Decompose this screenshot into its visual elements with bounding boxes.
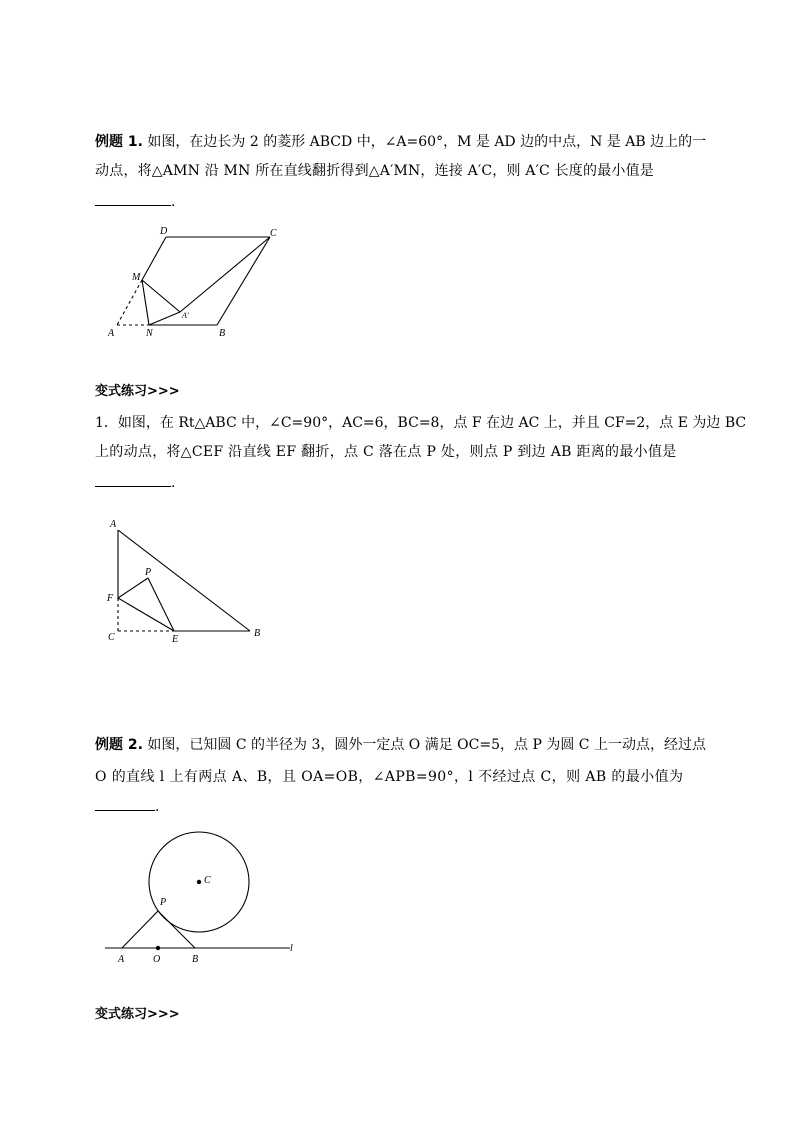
example1-text-line1: 如图，在边长为 2 的菱形 ABCD 中，∠A=60°，M 是 AD 边的中点，N 是 AB 边上的一 — [147, 134, 707, 150]
rhombus-figure — [100, 222, 290, 344]
example2-answer-line — [95, 798, 159, 816]
answer-period: . — [171, 475, 176, 491]
edge-A-prime-C — [180, 237, 270, 312]
exercise1-answer-line — [95, 474, 175, 492]
label-A: A — [108, 328, 115, 339]
label-C: C — [204, 875, 211, 886]
edge-MN — [142, 280, 149, 325]
label-C: C — [108, 632, 115, 643]
edge-DM — [142, 237, 166, 280]
label-A-prime: A′ — [182, 311, 189, 320]
label-B: B — [192, 954, 199, 965]
segment-PB — [158, 911, 195, 948]
example1-answer-line — [95, 193, 175, 211]
segment-AP — [122, 911, 158, 948]
edge-AB — [118, 530, 250, 631]
circle-line-figure — [100, 825, 305, 967]
variant-heading-1: 变式练习>>> — [95, 384, 180, 399]
edge-AM-dashed — [117, 280, 142, 325]
label-A: A — [110, 519, 117, 530]
answer-period: . — [155, 799, 160, 815]
edge-NA-prime — [149, 312, 180, 325]
example2-title: 例题 2. — [95, 737, 143, 753]
answer-period: . — [171, 194, 176, 210]
label-P: P — [160, 897, 167, 908]
label-N: N — [146, 328, 153, 339]
example1-title: 例题 1. — [95, 134, 143, 150]
exercise1-line2: 上的动点，将△CEF 沿直线 EF 翻折，点 C 落在点 P 处，则点 P 到边 AB 距离的最小值是 — [95, 444, 677, 460]
label-D: D — [160, 226, 168, 237]
answer-blank — [95, 474, 171, 487]
edge-MA-prime — [142, 280, 180, 312]
edge-FP — [118, 578, 148, 598]
label-B: B — [219, 328, 226, 339]
edge-CB — [217, 237, 270, 325]
label-A: A — [118, 954, 125, 965]
example2-line2: O 的直线 l 上有两点 A、B，且 OA=OB，∠APB=90°，l 不经过点 C，则 AB 的最小值为 — [95, 769, 684, 785]
example1-line2: 动点，将△AMN 沿 MN 所在直线翻折得到△A′MN，连接 A′C，则 A′C 长度的最小值是 — [95, 163, 654, 179]
label-C: C — [270, 228, 277, 239]
variant-heading-2: 变式练习>>> — [95, 1007, 180, 1022]
exercise1-line1: 1．如图，在 Rt△ABC 中，∠C=90°，AC=6，BC=8，点 F 在边 AC 上，并且 CF=2，点 E 为边 BC — [95, 415, 747, 431]
answer-blank — [95, 798, 155, 811]
point-O — [156, 946, 160, 950]
answer-blank — [95, 193, 171, 206]
example2-text-line1: 如图，已知圆 C 的半径为 3，圆外一定点 O 满足 OC=5，点 P 为圆 C 上一动点，经过点 — [147, 737, 706, 753]
label-B: B — [254, 628, 261, 639]
label-F: F — [107, 593, 114, 604]
point-C — [197, 880, 201, 884]
example1-line1 — [95, 133, 706, 151]
label-l: l — [290, 943, 293, 954]
label-P: P — [145, 567, 152, 578]
label-O: O — [153, 954, 161, 965]
label-E: E — [172, 634, 179, 645]
example2-line1 — [95, 736, 706, 754]
label-M: M — [132, 272, 141, 283]
right-triangle-figure — [100, 518, 270, 648]
